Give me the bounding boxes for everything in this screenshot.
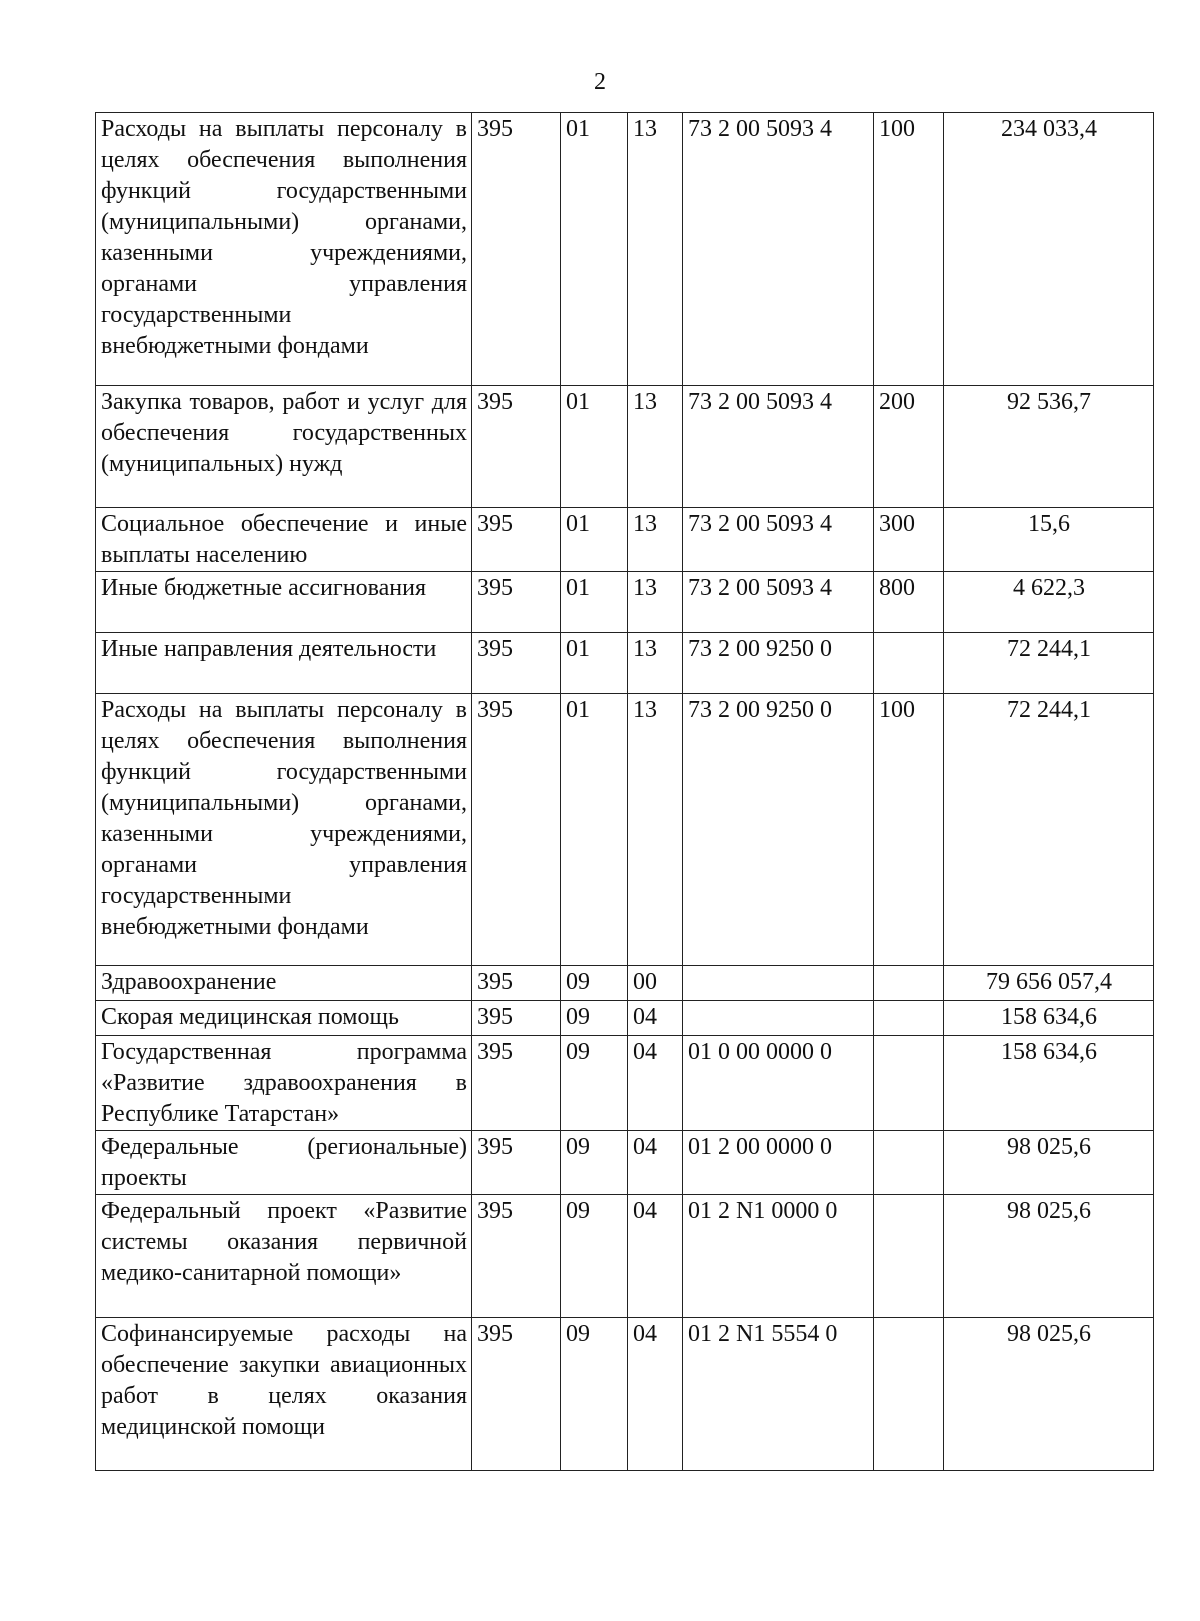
subsection-code-cell: 04 — [628, 1131, 683, 1195]
amount-cell: 72 244,1 — [944, 694, 1154, 966]
target-item-code-cell: 01 2 00 0000 0 — [683, 1131, 874, 1195]
department-code-cell: 395 — [472, 694, 561, 966]
page-number: 2 — [594, 69, 606, 95]
section-code-cell: 09 — [561, 966, 628, 1001]
target-item-code-cell: 01 2 N1 0000 0 — [683, 1195, 874, 1318]
expense-name-cell: Иные бюджетные ассигнования — [96, 572, 472, 633]
target-item-code-cell: 73 2 00 9250 0 — [683, 694, 874, 966]
target-item-code-cell — [683, 1001, 874, 1036]
expense-type-code-cell — [874, 1318, 944, 1471]
target-item-code-cell — [683, 966, 874, 1001]
section-code-cell: 01 — [561, 113, 628, 386]
amount-cell: 158 634,6 — [944, 1036, 1154, 1131]
amount-cell: 72 244,1 — [944, 633, 1154, 694]
table-row — [96, 633, 1154, 694]
subsection-code-cell: 13 — [628, 113, 683, 386]
subsection-code-cell: 04 — [628, 1195, 683, 1318]
subsection-code-cell: 04 — [628, 1036, 683, 1131]
subsection-code-cell: 13 — [628, 508, 683, 572]
expense-name-cell: Расходы на выплаты персоналу в целях обеспечения выполнения функций государственными (муниципальными) органами, казенными учреждениями, органами управления государственными внебюджетными фондами — [96, 113, 472, 386]
section-code-cell: 01 — [561, 633, 628, 694]
table-row — [96, 386, 1154, 508]
amount-cell: 98 025,6 — [944, 1131, 1154, 1195]
expense-type-code-cell: 200 — [874, 386, 944, 508]
table-body — [96, 113, 1154, 1471]
budget-table — [95, 112, 1154, 1471]
expense-type-code-cell: 800 — [874, 572, 944, 633]
subsection-code-cell: 13 — [628, 386, 683, 508]
expense-name-cell: Софинансируемые расходы на обеспечение закупки авиационных работ в целях оказания медицинской помощи — [96, 1318, 472, 1471]
target-item-code-cell: 73 2 00 5093 4 — [683, 572, 874, 633]
section-code-cell: 09 — [561, 1195, 628, 1318]
expense-type-code-cell — [874, 1195, 944, 1318]
department-code-cell: 395 — [472, 1131, 561, 1195]
expense-type-code-cell — [874, 966, 944, 1001]
subsection-code-cell: 04 — [628, 1001, 683, 1036]
expense-name-cell: Иные направления деятельности — [96, 633, 472, 694]
expense-type-code-cell: 100 — [874, 694, 944, 966]
department-code-cell: 395 — [472, 572, 561, 633]
target-item-code-cell: 73 2 00 5093 4 — [683, 386, 874, 508]
amount-cell: 234 033,4 — [944, 113, 1154, 386]
target-item-code-cell: 73 2 00 9250 0 — [683, 633, 874, 694]
expense-name-cell: Государственная программа «Развитие здравоохранения в Республике Татарстан» — [96, 1036, 472, 1131]
department-code-cell: 395 — [472, 1195, 561, 1318]
expense-name-cell: Закупка товаров, работ и услуг для обеспечения государственных (муниципальных) нужд — [96, 386, 472, 508]
table-row — [96, 1036, 1154, 1131]
expense-name-cell: Федеральный проект «Развитие системы оказания первичной медико-санитарной помощи» — [96, 1195, 472, 1318]
department-code-cell: 395 — [472, 508, 561, 572]
amount-cell: 98 025,6 — [944, 1318, 1154, 1471]
table-row — [96, 1001, 1154, 1036]
target-item-code-cell: 01 2 N1 5554 0 — [683, 1318, 874, 1471]
subsection-code-cell: 04 — [628, 1318, 683, 1471]
expense-name-cell: Здравоохранение — [96, 966, 472, 1001]
table-row — [96, 1195, 1154, 1318]
department-code-cell: 395 — [472, 633, 561, 694]
table-row — [96, 1131, 1154, 1195]
section-code-cell: 09 — [561, 1131, 628, 1195]
table-row — [96, 113, 1154, 386]
section-code-cell: 01 — [561, 694, 628, 966]
amount-cell: 79 656 057,4 — [944, 966, 1154, 1001]
table-row — [96, 694, 1154, 966]
section-code-cell: 01 — [561, 386, 628, 508]
expense-name-cell: Скорая медицинская помощь — [96, 1001, 472, 1036]
expense-type-code-cell: 300 — [874, 508, 944, 572]
expense-name-cell: Социальное обеспечение и иные выплаты населению — [96, 508, 472, 572]
table-row — [96, 572, 1154, 633]
table-row — [96, 966, 1154, 1001]
expense-type-code-cell — [874, 1036, 944, 1131]
expense-type-code-cell — [874, 1131, 944, 1195]
target-item-code-cell: 01 0 00 0000 0 — [683, 1036, 874, 1131]
target-item-code-cell: 73 2 00 5093 4 — [683, 508, 874, 572]
section-code-cell: 09 — [561, 1318, 628, 1471]
amount-cell: 4 622,3 — [944, 572, 1154, 633]
department-code-cell: 395 — [472, 113, 561, 386]
expense-name-cell: Федеральные (региональные) проекты — [96, 1131, 472, 1195]
amount-cell: 158 634,6 — [944, 1001, 1154, 1036]
amount-cell: 98 025,6 — [944, 1195, 1154, 1318]
expense-type-code-cell — [874, 633, 944, 694]
expense-name-cell: Расходы на выплаты персоналу в целях обеспечения выполнения функций государственными (муниципальными) органами, казенными учреждениями, органами управления государственными внебюджетными фондами — [96, 694, 472, 966]
expense-type-code-cell: 100 — [874, 113, 944, 386]
subsection-code-cell: 13 — [628, 694, 683, 966]
subsection-code-cell: 13 — [628, 633, 683, 694]
amount-cell: 15,6 — [944, 508, 1154, 572]
department-code-cell: 395 — [472, 1001, 561, 1036]
subsection-code-cell: 13 — [628, 572, 683, 633]
table-row — [96, 1318, 1154, 1471]
section-code-cell: 09 — [561, 1001, 628, 1036]
amount-cell: 92 536,7 — [944, 386, 1154, 508]
section-code-cell: 01 — [561, 508, 628, 572]
subsection-code-cell: 00 — [628, 966, 683, 1001]
section-code-cell: 09 — [561, 1036, 628, 1131]
department-code-cell: 395 — [472, 966, 561, 1001]
department-code-cell: 395 — [472, 1318, 561, 1471]
expense-type-code-cell — [874, 1001, 944, 1036]
table-row — [96, 508, 1154, 572]
department-code-cell: 395 — [472, 1036, 561, 1131]
target-item-code-cell: 73 2 00 5093 4 — [683, 113, 874, 386]
department-code-cell: 395 — [472, 386, 561, 508]
section-code-cell: 01 — [561, 572, 628, 633]
